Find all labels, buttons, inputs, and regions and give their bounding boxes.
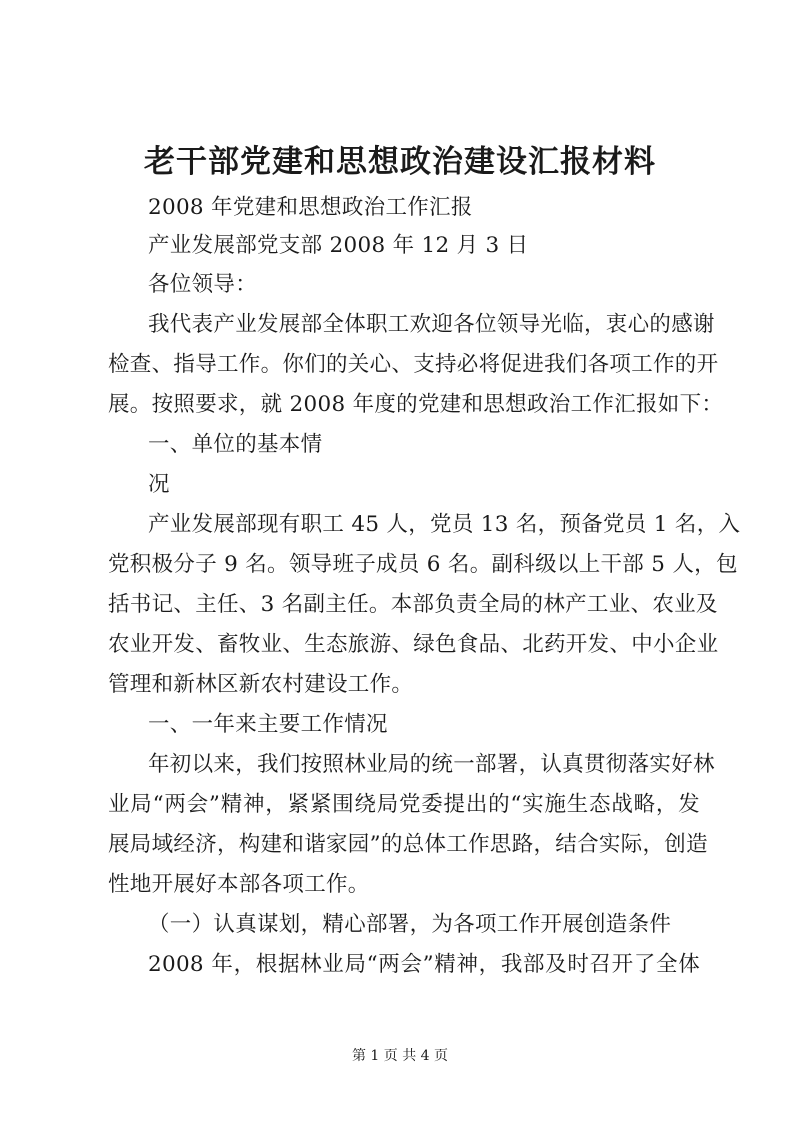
report-department-date: 产业发展部党支部 2008 年 12 月 3 日 xyxy=(148,233,529,258)
subsection-heading: （一）认真谋划，精心部署，为各项工作开展创造条件 xyxy=(148,912,672,937)
paragraph-line: 党积极分子 9 名。领导班子成员 6 名。副科级以上干部 5 人，包 xyxy=(108,552,738,577)
paragraph-line: 管理和新林区新农村建设工作。 xyxy=(108,672,414,697)
paragraph-line: 产业发展部现有职工 45 人，党员 13 名，预备党员 1 名，入 xyxy=(148,512,741,537)
salutation: 各位领导： xyxy=(148,272,258,297)
page-number-footer: 第 1 页 共 4 页 xyxy=(351,1048,449,1064)
section-heading-continued: 况 xyxy=(148,472,170,497)
document-title: 老干部党建和思想政治建设汇报材料 xyxy=(144,144,656,180)
paragraph-line: 展局域经济，构建和谐家园”的总体工作思路，结合实际，创造 xyxy=(108,832,708,857)
section-heading: 一、一年来主要工作情况 xyxy=(148,712,388,737)
paragraph-line: 检查、指导工作。你们的关心、支持必将促进我们各项工作的开 xyxy=(108,352,719,377)
paragraph-line: 括书记、主任、3 名副主任。本部负责全局的林产工业、农业及 xyxy=(108,592,718,617)
paragraph-line: 农业开发、畜牧业、生态旅游、绿色食品、北药开发、中小企业 xyxy=(108,632,719,657)
section-heading: 一、单位的基本情 xyxy=(148,432,323,457)
paragraph-line: 2008 年，根据林业局“两会”精神，我部及时召开了全体 xyxy=(148,952,700,977)
report-subtitle: 2008 年党建和思想政治工作汇报 xyxy=(148,195,473,220)
paragraph-line: 业局“两会”精神，紧紧围绕局党委提出的“实施生态战略，发 xyxy=(108,792,700,817)
paragraph-line: 展。按照要求，就 2008 年度的党建和思想政治工作汇报如下： xyxy=(108,392,724,417)
paragraph-line: 性地开展好本部各项工作。 xyxy=(108,872,370,897)
paragraph-line: 年初以来，我们按照林业局的统一部署，认真贯彻落实好林 xyxy=(148,752,715,777)
paragraph-line: 我代表产业发展部全体职工欢迎各位领导光临，衷心的感谢 xyxy=(148,312,715,337)
